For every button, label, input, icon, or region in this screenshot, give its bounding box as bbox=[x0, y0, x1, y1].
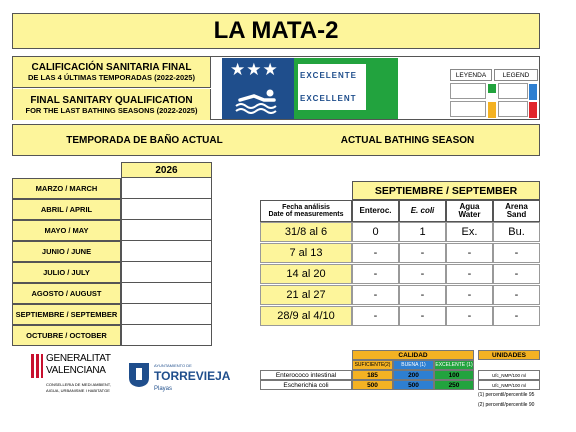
qualification-es bbox=[13, 57, 211, 88]
sand-cell: - bbox=[493, 243, 540, 263]
conselleria-line1: CONSELLERIA DE MEDI AMBIENT, bbox=[46, 382, 111, 387]
ecoli-cell: - bbox=[399, 306, 446, 326]
header-water-es: Agua bbox=[459, 201, 480, 211]
header-sand-en: Sand bbox=[506, 210, 527, 219]
page-title: LA MATA-2 bbox=[12, 13, 540, 49]
sand-cell: - bbox=[493, 264, 540, 284]
three-stars-icon: ★★★ bbox=[230, 60, 279, 79]
month-label: OCTUBRE / OCTOBER bbox=[12, 325, 121, 346]
water-cell: - bbox=[446, 243, 493, 263]
legend-swatch-red bbox=[529, 102, 537, 118]
badge-label-en: EXCELLENT bbox=[300, 94, 357, 103]
sand-cell: Bu. bbox=[493, 222, 540, 242]
qualification-es-title: CALIFICACIÓN SANITARIA FINAL bbox=[31, 62, 192, 73]
quality-units-title: UNIDADES bbox=[478, 350, 540, 360]
quality-title: CALIDAD bbox=[352, 350, 474, 360]
torrevieja-logo bbox=[128, 360, 231, 405]
quality-excelente-value: 100 bbox=[434, 370, 474, 380]
quality-parameter: Escherichia coli bbox=[260, 380, 352, 390]
date-cell: 14 al 20 bbox=[260, 264, 352, 284]
month-label: AGOSTO / AUGUST bbox=[12, 283, 121, 304]
legend-row bbox=[450, 83, 538, 94]
quality-parameter: Enterococo intestinal bbox=[260, 370, 352, 380]
header-date-es: Fecha análisis bbox=[282, 203, 330, 211]
legend-title-en: LEGEND bbox=[494, 69, 538, 81]
swimmer-icon bbox=[234, 88, 282, 114]
quality-excelente: EXCELENTE (1) bbox=[435, 362, 473, 368]
month-value-cell bbox=[121, 304, 212, 325]
month-value-cell bbox=[121, 241, 212, 262]
ecoli-cell: 1 bbox=[399, 222, 446, 242]
month-label: JULIO / JULY bbox=[12, 262, 121, 283]
month-label: SEPTIEMBRE / SEPTEMBER bbox=[12, 304, 121, 325]
legend-swatch-blue bbox=[529, 84, 537, 100]
date-cell: 21 al 27 bbox=[260, 285, 352, 305]
header-water-en: Water bbox=[458, 210, 481, 219]
water-cell: Ex. bbox=[446, 222, 493, 242]
torrevieja-shield-icon bbox=[128, 362, 150, 388]
torrevieja-ayuntamiento: AYUNTAMIENTO DE bbox=[154, 363, 192, 368]
torrevieja-name: TORREVIEJA bbox=[154, 369, 231, 383]
month-table-title: SEPTIEMBRE / SEPTEMBER bbox=[352, 181, 540, 200]
enteroc-cell: - bbox=[352, 264, 399, 284]
header-date-en: Date of measurements bbox=[268, 211, 344, 218]
season-en: ACTUAL BATHING SEASON bbox=[340, 134, 475, 146]
enteroc-cell: 0 bbox=[352, 222, 399, 242]
conselleria-line2: AIGUA, URBANISME I HABITATGE bbox=[46, 388, 110, 393]
date-cell: 31/8 al 6 bbox=[260, 222, 352, 242]
legend-title-es: LEYENDA bbox=[450, 69, 492, 81]
legend-swatch-orange bbox=[488, 102, 496, 118]
quality-suficiente: SUFICIENTE(2) bbox=[352, 360, 393, 370]
month-label: ABRIL / APRIL bbox=[12, 199, 121, 220]
header-sand-es: Arena bbox=[505, 201, 528, 211]
water-cell: - bbox=[446, 285, 493, 305]
month-value-cell bbox=[121, 283, 212, 304]
enteroc-cell: - bbox=[352, 306, 399, 326]
sand-cell: - bbox=[493, 306, 540, 326]
valenciana-name: VALENCIANA bbox=[46, 365, 106, 376]
legend-row bbox=[450, 101, 538, 112]
month-value-cell bbox=[121, 325, 212, 346]
legend bbox=[450, 69, 538, 117]
ecoli-cell: - bbox=[399, 285, 446, 305]
month-label: MAYO / MAY bbox=[12, 220, 121, 241]
legend-swatch-green bbox=[488, 84, 496, 93]
header-water bbox=[446, 200, 493, 222]
quality-unit: Ufc_NMP/100 ml bbox=[478, 380, 540, 390]
header-sand bbox=[493, 200, 540, 222]
month-label: JUNIO / JUNE bbox=[12, 241, 121, 262]
header-enteroc: Enteroc. bbox=[352, 200, 399, 222]
qualification-es-subtitle: DE LAS 4 ÚLTIMAS TEMPORADAS (2022-2025) bbox=[28, 73, 195, 82]
date-cell: 28/9 al 4/10 bbox=[260, 306, 352, 326]
ecoli-cell: - bbox=[399, 264, 446, 284]
quality-buena-value: 500 bbox=[393, 380, 434, 390]
sand-cell: - bbox=[493, 285, 540, 305]
generalitat-emblem-icon bbox=[30, 352, 44, 380]
quality-excelente-value: 250 bbox=[434, 380, 474, 390]
badge-label-es: EXCELENTE bbox=[300, 71, 358, 80]
note-percentile-95: (1) percentil/percentile 95 bbox=[478, 392, 535, 398]
water-cell: - bbox=[446, 264, 493, 284]
qualification-en bbox=[13, 89, 211, 120]
excellent-badge bbox=[222, 58, 294, 119]
generalitat-logo bbox=[30, 352, 120, 412]
excellent-badge-label bbox=[298, 64, 366, 110]
enteroc-cell: - bbox=[352, 243, 399, 263]
month-value-cell bbox=[121, 220, 212, 241]
enteroc-cell: - bbox=[352, 285, 399, 305]
month-value-cell bbox=[121, 262, 212, 283]
date-cell: 7 al 13 bbox=[260, 243, 352, 263]
month-label: MARZO / MARCH bbox=[12, 178, 121, 199]
header-date bbox=[260, 200, 352, 222]
quality-suficiente-value: 185 bbox=[352, 370, 393, 380]
torrevieja-playas: Playas bbox=[154, 386, 173, 392]
quality-unit: Ufc_NMP/100 ml bbox=[478, 370, 540, 380]
quality-buena-value: 200 bbox=[393, 370, 434, 380]
qualification-panel bbox=[12, 56, 540, 120]
generalitat-name: GENERALITAT bbox=[46, 353, 111, 364]
quality-suficiente-value: 500 bbox=[352, 380, 393, 390]
header-ecoli: E. coli bbox=[399, 200, 446, 222]
month-value-cell bbox=[121, 178, 212, 199]
water-cell: - bbox=[446, 306, 493, 326]
season-es: TEMPORADA DE BAÑO ACTUAL bbox=[66, 134, 223, 146]
month-value-cell bbox=[121, 199, 212, 220]
ecoli-cell: - bbox=[399, 243, 446, 263]
year-header: 2026 bbox=[121, 162, 212, 178]
qualification-en-subtitle: FOR THE LAST BATHING SEASONS (2022-2025) bbox=[25, 105, 198, 115]
quality-buena: BUENA (1) bbox=[393, 360, 434, 370]
qualification-en-title: FINAL SANITARY QUALIFICATION bbox=[30, 94, 193, 106]
note-percentile-90: (2) percentil/percentile 90 bbox=[478, 402, 535, 408]
season-banner bbox=[12, 124, 540, 156]
